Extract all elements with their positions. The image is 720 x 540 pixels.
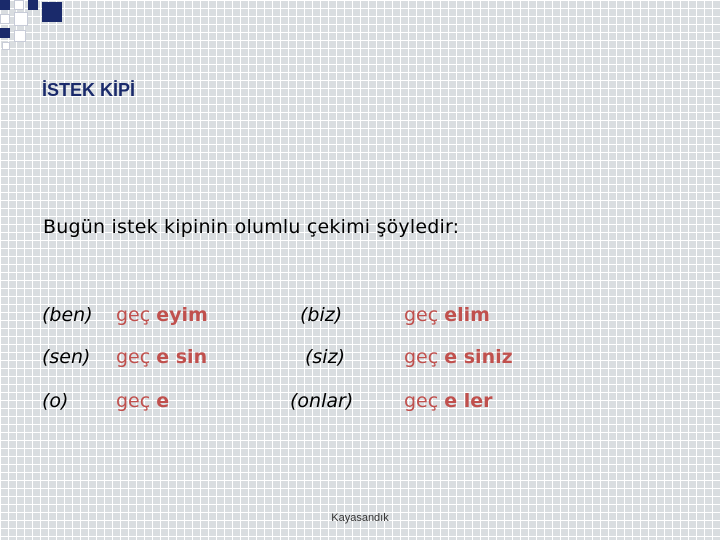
pronoun-biz: (biz)	[300, 304, 343, 326]
verb-suffix: e	[156, 390, 170, 412]
verb-root: geç	[116, 304, 157, 326]
verb-root: geç	[116, 346, 157, 368]
verb-root: geç	[404, 346, 445, 368]
verb-suffix: eyim	[156, 304, 208, 326]
corner-square-decoration	[14, 12, 28, 26]
corner-square-decoration	[0, 0, 10, 10]
verb-form-o	[116, 390, 169, 412]
verb-suffix: e siniz	[444, 346, 513, 368]
verb-form-onlar	[404, 390, 493, 412]
verb-suffix: e sin	[156, 346, 208, 368]
slide-title: İSTEK KİPİ	[42, 80, 136, 100]
pronoun-o: (o)	[42, 390, 69, 412]
corner-square-decoration	[28, 0, 38, 10]
corner-square-decoration	[0, 28, 10, 38]
pronoun-sen: (sen)	[42, 346, 91, 368]
verb-root: geç	[116, 390, 157, 412]
corner-square-decoration	[14, 0, 24, 10]
verb-suffix: e ler	[444, 390, 493, 412]
pronoun-onlar: (onlar)	[290, 390, 354, 412]
verb-suffix: elim	[444, 304, 490, 326]
verb-form-sen	[116, 346, 207, 368]
verb-form-siz	[404, 346, 513, 368]
verb-form-biz	[404, 304, 490, 326]
corner-square-decoration	[14, 30, 26, 42]
corner-square-decoration	[42, 2, 62, 22]
pronoun-ben: (ben)	[42, 304, 93, 326]
corner-square-decoration	[2, 42, 10, 50]
verb-form-ben	[116, 304, 208, 326]
corner-square-decoration	[0, 14, 10, 24]
pronoun-siz: (siz)	[305, 346, 345, 368]
verb-root: geç	[404, 304, 445, 326]
verb-root: geç	[404, 390, 445, 412]
slide-intro-text: Bugün istek kipinin olumlu çekimi şöyledir:	[43, 216, 460, 238]
slide-footer: Kayasandık	[331, 512, 389, 524]
